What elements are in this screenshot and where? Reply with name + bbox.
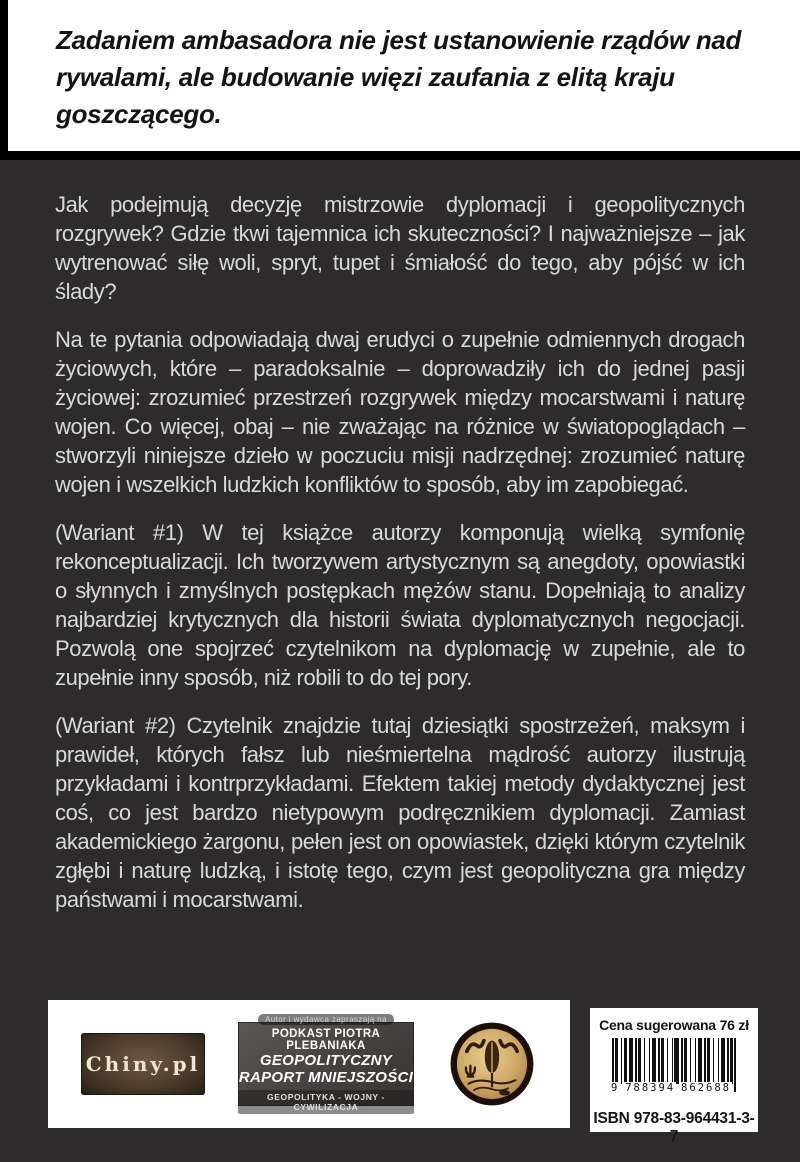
body-paragraph: (Wariant #2) Czytelnik znajdzie tutaj dziesiątki spostrzeżeń, maksym i prawideł, których fałsz lub nieśmiertelna mądrość autorzy ilustrują przykładami i kontrprzykładami. Efektem takiej metody dydaktycznej jest coś, co jest bardzo nietypowym podręcznikiem dyplomacji. Zamiast akademickiego żargonu, pełen jest on opowiastek, dzięki którym czytelnik zgłębi i naturę ludzką, i istotę tego, czym jest geopolityczna gra między państwami i mocarstwami. <box>55 713 745 912</box>
quote-banner <box>0 0 800 160</box>
publisher-feather-emblem-icon <box>447 1019 537 1109</box>
podcast-tagline: Autor i wydawca zapraszają na <box>258 1014 394 1025</box>
isbn-label: ISBN 978-83-964431-3-7 <box>593 1110 755 1145</box>
quote-box <box>8 0 800 151</box>
price-barcode-panel <box>590 1008 758 1145</box>
podcast-topics: GEOPOLITYKA - WOJNY - CYWILIZACJA <box>238 1090 414 1114</box>
podcast-title: PODKAST PIOTRA PLEBANIAKA <box>271 1028 381 1052</box>
price-label: Cena sugerowana 76 zł <box>599 1017 749 1033</box>
podcast-subtitle-2: RAPORT MNIEJSZOŚCI <box>238 1069 414 1086</box>
quote-text: Zadaniem ambasadora nie jest ustanowienie rządów nad rywalami, ale budowanie więzi zaufania z elitą kraju goszczącego. <box>56 25 742 129</box>
body-paragraph: (Wariant #1) W tej książce autorzy komponują wielką symfonię rekonceptualizacji. Ich tworzywem artystycznym są anegdoty, opowiastki o słynnych i zmyślnych postępkach mężów stanu. Dopełniają to analizy najbardziej krytycznych dla historii świata dyplomatycznych negocjacji. Pozwolą one spojrzeć czytelnikom na dyplomację w zupełnie, ale to zupełnie inny sposób, niż robili to do tej pory. <box>55 520 745 690</box>
chiny-pl-logo <box>81 1033 205 1095</box>
podcast-subtitle-1: GEOPOLITYCZNY <box>259 1052 393 1069</box>
chiny-pl-logo-text: Chiny.pl <box>85 1052 201 1076</box>
body-paragraph: Jak podejmują decyzję mistrzowie dyplomacji i geopolitycznych rozgrywek? Gdzie tkwi tajemnica ich skuteczności? I najważniejsze – jak wytrenować siłę woli, spryt, tupet i śmiałość do tego, aby pójść w ich ślady? <box>55 192 745 304</box>
barcode-digit-left: 788394 <box>625 1082 676 1094</box>
body-paragraphs <box>0 160 800 1006</box>
barcode-digit-first: 9 <box>611 1082 620 1094</box>
logos-panel <box>48 1000 570 1128</box>
body-paragraph: Na te pytania odpowiadają dwaj erudyci o zupełnie odmiennych drogach życiowych, które – paradoksalnie – doprowadziły ich do jednej pasji życiowej: zrozumieć przestrzeń rozgrywek między mocarstwami i naturę wojen. Co więcej, obaj – nie zważając na różnice w światopoglądach – stworzyli niniejsze dzieło w poczuciu misji nadrzędnej: zrozumieć naturę wojen i wszelkich ludzkich konfliktów to sposób, aby im zapobiegać. <box>55 327 745 497</box>
podcast-badge <box>238 1015 414 1112</box>
barcode-digit-right: 862688 <box>681 1082 731 1094</box>
footer-strip <box>0 998 800 1145</box>
barcode-digits <box>608 1082 740 1094</box>
barcode <box>608 1038 740 1098</box>
